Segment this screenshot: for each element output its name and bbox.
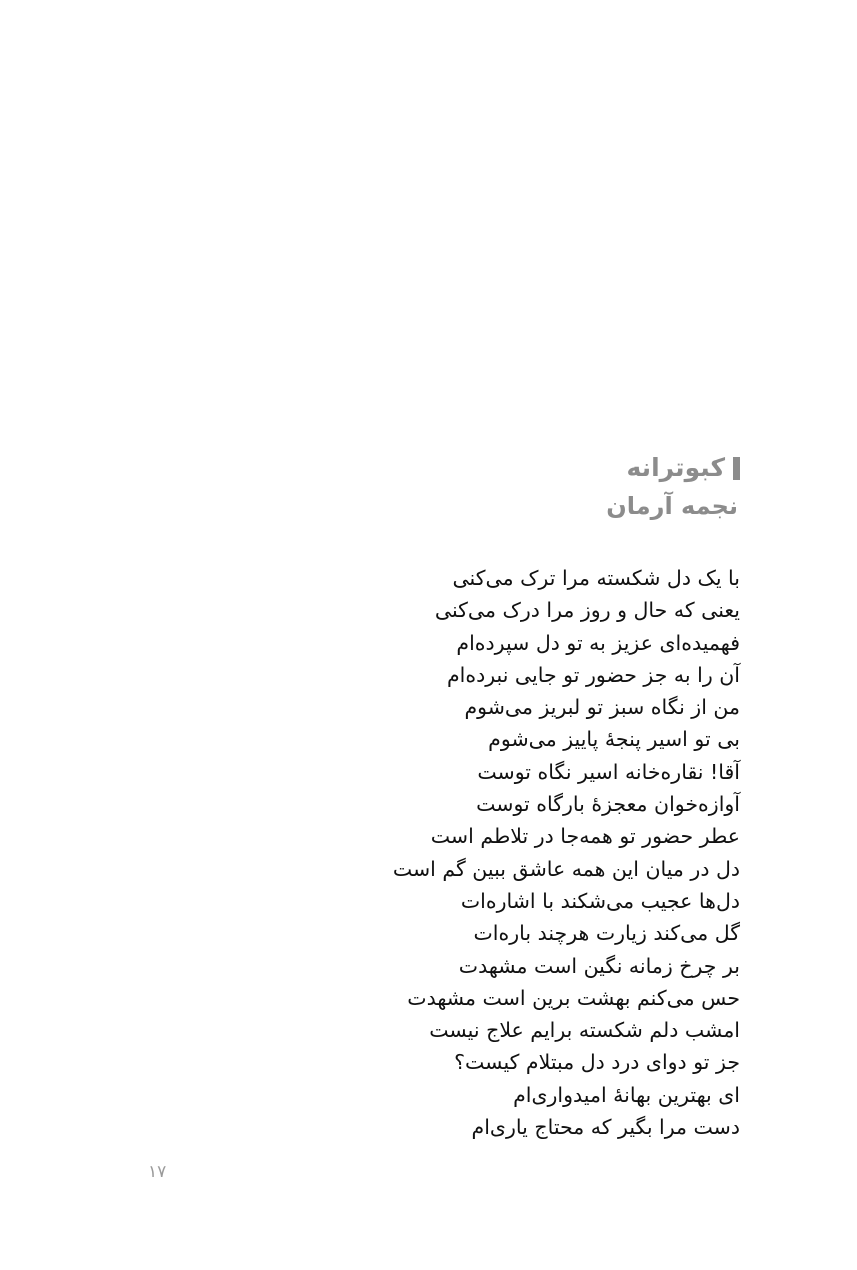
poem-line: امشب دلم شکسته برایم علاج نیست	[429, 1018, 740, 1043]
poem-line: من از نگاه سبز تو لبریز می‌شوم	[464, 695, 740, 720]
poem-line: با یک دل شکسته مرا ترک می‌کنی	[452, 566, 740, 590]
poem-line: فهمیده‌ای عزیز به تو دل سپرده‌ام	[456, 630, 740, 655]
poem-line: عطر حضور تو همه‌جا در تلاطم است	[430, 824, 740, 849]
poem-title: کبوترانه	[626, 453, 725, 482]
poem-line: آوازه‌خوان معجزهٔ بارگاه توست	[476, 792, 740, 817]
poem-line: آن را به جز حضور تو جایی نبرده‌ام	[446, 662, 740, 687]
title-bar-marker-icon	[733, 457, 740, 480]
poem-line: دست مرا بگیر که محتاج یاری‌ام	[471, 1115, 740, 1140]
poem-line: یعنی که حال و روز مرا درک می‌کنی	[434, 598, 740, 623]
poem-body	[393, 562, 740, 1143]
poem-line: دل‌ها عجیب می‌شکند با اشاره‌ات	[460, 888, 740, 913]
poem-author: نجمه آرمان	[606, 492, 738, 520]
poem-line: جز تو دوای درد دل مبتلام کیست؟	[454, 1050, 740, 1075]
poem-header	[606, 450, 740, 524]
page-number: ۱۷	[148, 1162, 167, 1182]
poem-line: گل می‌کند زیارت هرچند باره‌ات	[473, 921, 740, 946]
poem-line: دل در میان این همه عاشق ببین گم است	[392, 856, 740, 881]
poem-line: آقا! نقاره‌خانه اسیر نگاه توست	[477, 759, 740, 784]
poem-line: بر چرخ زمانه نگین است مشهدت	[458, 953, 740, 978]
poem-line: بی تو اسیر پنجهٔ پاییز می‌شوم	[488, 727, 740, 752]
title-row	[606, 450, 740, 486]
poem-line: ای بهترین بهانهٔ امیدواری‌ام	[513, 1082, 740, 1107]
poem-line: حس می‌کنم بهشت برین است مشهدت	[407, 985, 740, 1010]
